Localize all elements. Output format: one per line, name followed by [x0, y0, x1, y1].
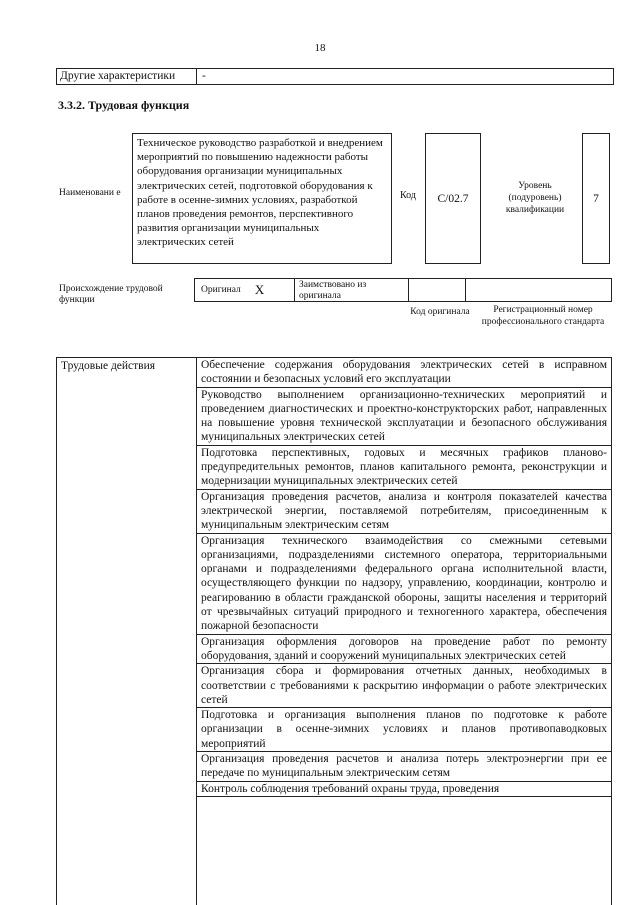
section-title: 3.3.2. Трудовая функция	[58, 98, 190, 112]
name-label: Наименовани е	[59, 188, 121, 198]
code-value-cell: C/02.7	[425, 133, 481, 264]
labor-action-item: Подготовка и организация выполнения планов по подготовке к работе организации в осенне-зимних условиях и планов противопаводковых мероприятий	[197, 708, 611, 752]
original-label: Оригинал	[201, 285, 241, 295]
code-label: Код	[400, 190, 416, 201]
qualification-level-label: Уровень (подуровень) квалификации	[505, 181, 565, 215]
labor-action-item: Организация оформления договоров на проведение работ по ремонту оборудования, зданий и сооружений муниципальных электрических сетей	[197, 635, 611, 665]
labor-action-item: Руководство выполнением организационно-технических мероприятий и проведением диагностических и проектно-конструкторских работ, направленных на повышение уровня технической эксплуатации и безопасного обслуживания муниципальных электрических сетей	[197, 388, 611, 446]
code-original-label: Код оригинала	[410, 307, 470, 317]
original-cell	[195, 279, 295, 301]
page-number: 18	[314, 42, 326, 54]
labor-action-item: Контроль соблюдения требований охраны труда, проведения	[197, 782, 611, 797]
labor-actions-label: Трудовые действия	[57, 358, 197, 905]
function-name-cell: Техническое руководство разработкой и внедрением мероприятий по повышению надежности работы оборудования организации муниципальных электрических сетей, подготовкой оборудования к работе в осенне-зимних условиях, разработкой планов проведения ремонтов, перспективного развития организации муниципальных электрических сетей	[132, 133, 392, 264]
reg-number-label: Регистрационный номер профессионального стандарта	[481, 305, 605, 327]
code-original-cell	[409, 279, 466, 301]
borrowed-cell: Заимствовано из оригинала	[295, 279, 409, 301]
other-characteristics-label: Другие характеристики	[57, 69, 197, 84]
labor-action-item: Организация проведения расчетов, анализа и контроля показателей качества электрической энергии, поставляемой потребителям, присоединенным к муниципальным электрическим сетям	[197, 490, 611, 534]
original-mark: X	[254, 282, 265, 297]
other-characteristics-value: -	[202, 70, 206, 82]
labor-action-item: Обеспечение содержания оборудования электрических сетей в исправном состоянии и безопасных условий его эксплуатации	[197, 358, 611, 388]
labor-action-item: Организация проведения расчетов и анализа потерь электроэнергии при ее передаче по муниципальным электрическим сетям	[197, 752, 611, 782]
labor-action-item: Подготовка перспективных, годовых и месячных графиков планово-предупредительных ремонтов, планов капитального ремонта, реконструкции и модернизации муниципальных электрических сетей	[197, 446, 611, 490]
labor-action-item: Организация сбора и формирования отчетных данных, необходимых в соответствии с требованиями к раскрытию информации о работе электрических сетей	[197, 664, 611, 708]
qualification-level-cell: 7	[582, 133, 610, 264]
other-characteristics-row	[56, 68, 614, 85]
labor-actions-list	[197, 358, 611, 797]
origin-table	[194, 278, 612, 302]
reg-number-cell	[466, 279, 611, 301]
labor-actions-table	[56, 357, 612, 905]
origin-label: Происхождение трудовой функции	[59, 284, 163, 305]
labor-action-item: Организация технического взаимодействия со смежными сетевыми организациями, подразделениями системного оператора, территориальными органами и подразделениями федерального органа исполнительной власти, осуществляющего функции по надзору, управлению, координации, контролю и реагированию в области гражданской обороны, защиты населения и территорий от чрезвычайных ситуаций природного и техногенного характера, обеспечения пожарной безопасности	[197, 534, 611, 635]
